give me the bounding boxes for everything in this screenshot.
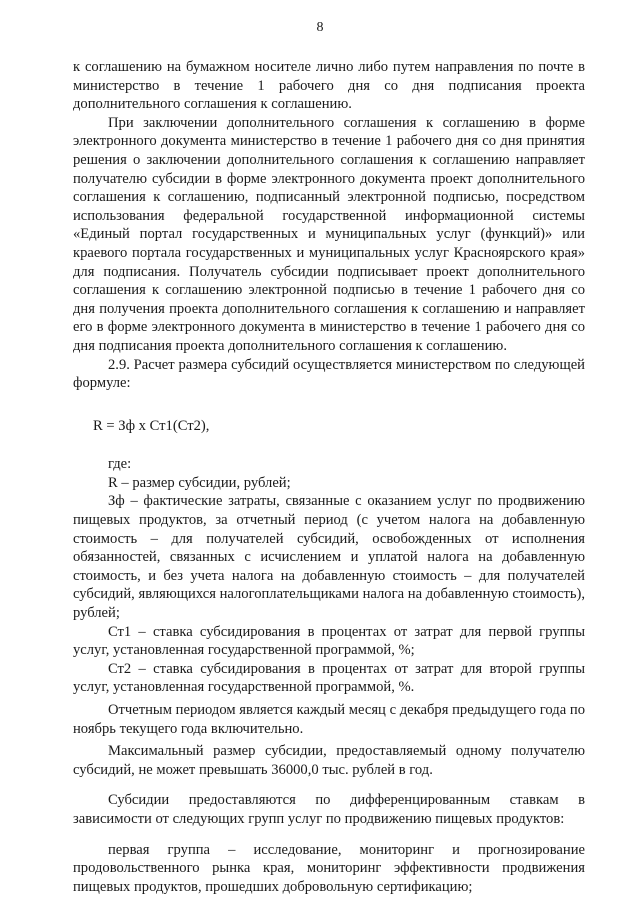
formula-where-label: где: — [108, 456, 132, 473]
paragraph-first-group: первая группа – исследование, мониторинг и прогнозирование продовольственного рынка края, мониторинг эффективности продвижения пищевых продуктов, прошедших добровольную сертификацию; — [73, 841, 585, 895]
page-number: 8 — [316, 20, 324, 35]
definition-st2: Ст2 – ставка субсидирования в процентах от затрат для второй группы услуг, установленная государственной программой, %. — [73, 660, 585, 696]
paragraph-continuation: к соглашению на бумажном носителе лично либо путем направления по почте в министерство в течение 1 рабочего дня со дня подписания проекта дополнительного соглашения к соглашению. — [73, 59, 585, 113]
paragraph-electronic-agreement: При заключении дополнительного соглашения к соглашению в форме электронного документа министерство в течение 1 рабочего дня со дня принятия решения о заключении дополнительного соглашения к соглашению направляет получателю субсидии в форме электронного документа проект дополнительного соглашения к соглашению, подписанный электронной подписью, посредством использования федеральной государственной информационной системы «Единый портал государственных и муниципальных услуг (функций)» или краевого портала государственных и муниципальных услуг Красноярского края» для подписания. Получатель субсидии подписывает проект дополнительного соглашения к соглашению электронной подписью в течение 1 рабочего дня со дня получения проекта дополнительного соглашения к соглашению и направляет его в форме электронного документа в министерство в течение 1 рабочего дня со дня подписания проекта дополнительного соглашения к соглашению. — [73, 114, 585, 354]
document-body — [73, 58, 585, 896]
paragraph-reporting-period: Отчетным периодом является каждый месяц с декабря предыдущего года по ноябрь текущего года включительно. — [73, 702, 585, 737]
definition-r: R – размер субсидии, рублей; — [108, 474, 291, 491]
paragraph-section-2-9: 2.9. Расчет размера субсидий осуществляется министерством по следующей формуле: — [73, 356, 585, 392]
subsidy-formula: R = Зф х Ст1(Ст2), — [93, 417, 210, 434]
paragraph-differentiated-rates: Субсидии предоставляются по дифференцированным ставкам в зависимости от следующих групп услуг по продвижению пищевых продуктов: — [73, 792, 585, 827]
paragraph-maximum-subsidy: Максимальный размер субсидии, предоставляемый одному получателю субсидий, не может превышать 36000,0 тыс. рублей в год. — [73, 743, 585, 778]
definition-zf: Зф – фактические затраты, связанные с оказанием услуг по продвижению пищевых продуктов, за отчетный период (с учетом налога на добавленную стоимость – для получателей субсидий, освобожденных от исполнения обязанностей, связанных с исчислением и уплатой налога на добавленную стоимость, и без учета налога на добавленную стоимость – для получателей субсидий, являющихся налогоплательщиками налога на добавленную стоимость), рублей; — [73, 493, 585, 622]
definition-st1: Ст1 – ставка субсидирования в процентах от затрат для первой группы услуг, установленная государственной программой, %; — [73, 623, 585, 659]
